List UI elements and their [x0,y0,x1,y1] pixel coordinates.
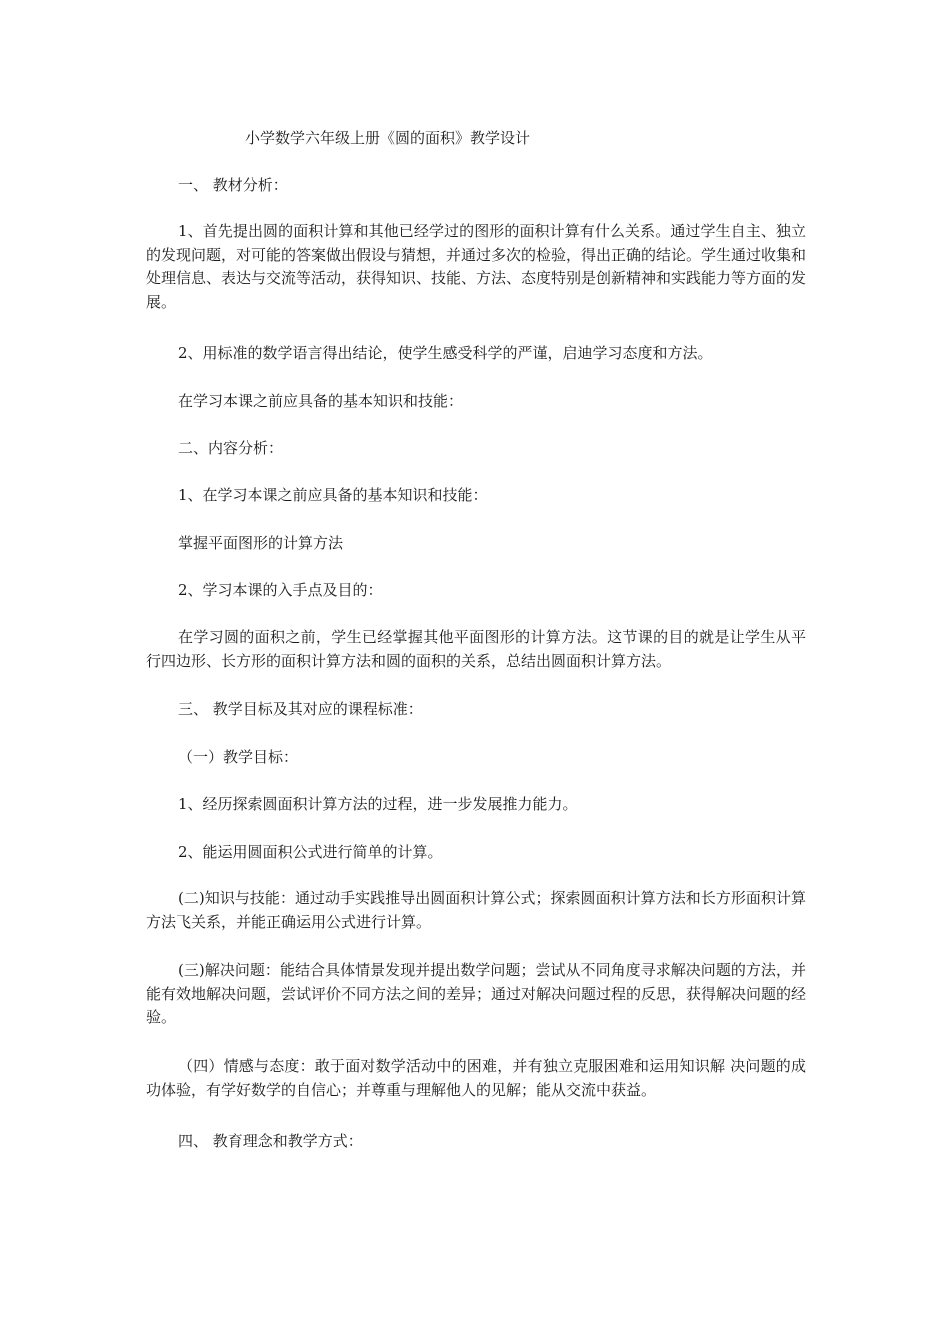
paragraph-7: 在学习圆的面积之前，学生已经掌握其他平面图形的计算方法。这节课的目的就是让学生从平行四边形、长方形的面积计算方法和圆的面积的关系，总结出圆面积计算方法。 [146,628,806,670]
sub-heading-teaching-goals: （一）教学目标： [178,748,299,766]
paragraph-1: 1、首先提出圆的面积计算和其他已经学过的图形的面积计算有什么关系。通过学生自主、独立的发现问题，对可能的答案做出假设与猜想，并通过多次的检验，得出正确的结论。学生通过收集和处理信息、表达与交流等活动，获得知识、技能、方法、态度特别是创新精神和实践能力等方面的发展。 [146,222,807,311]
paragraph-6: 2、学习本课的入手点及目的： [178,581,383,599]
paragraph-problem-solving: (三)解决问题：能结合具体情景发现并提出数学问题；尝试从不同角度寻求解决问题的方法，并能有效地解决问题，尝试评价不同方法之间的差异；通过对解决问题过程的反思，获得解决问题的经验。 [146,961,807,1026]
goal-item-2: 2、能运用圆面积公式进行简单的计算。 [178,843,443,861]
section-heading-3: 三、 教学目标及其对应的课程标准： [178,700,423,718]
paragraph-emotion-attitude: （四）情感与态度：敢于面对数学活动中的困难，并有独立克服困难和运用知识解 决问题的成功体验，有学好数学的自信心；并尊重与理解他人的见解；能从交流中获益。 [146,1057,806,1099]
paragraph-2: 2、用标准的数学语言得出结论，使学生感受科学的严谨，启迪学习态度和方法。 [178,344,713,362]
goal-item-1: 1、经历探索圆面积计算方法的过程，进一步发展推力能力。 [178,795,578,813]
paragraph-4: 1、在学习本课之前应具备的基本知识和技能： [178,486,488,504]
paragraph-knowledge-skills: (二)知识与技能：通过动手实践推导出圆面积计算公式；探索圆面积计算方法和长方形面积计算方法飞关系，并能正确运用公式进行计算。 [146,889,806,931]
section-heading-2: 二、内容分析： [178,439,284,457]
section-heading-4: 四、 教育理念和教学方式： [178,1132,363,1150]
paragraph-3: 在学习本课之前应具备的基本知识和技能： [178,392,464,410]
document-title: 小学数学六年级上册《圆的面积》教学设计 [245,129,531,147]
section-heading-1: 一、 教材分析： [178,176,288,194]
paragraph-5: 掌握平面图形的计算方法 [178,534,344,552]
